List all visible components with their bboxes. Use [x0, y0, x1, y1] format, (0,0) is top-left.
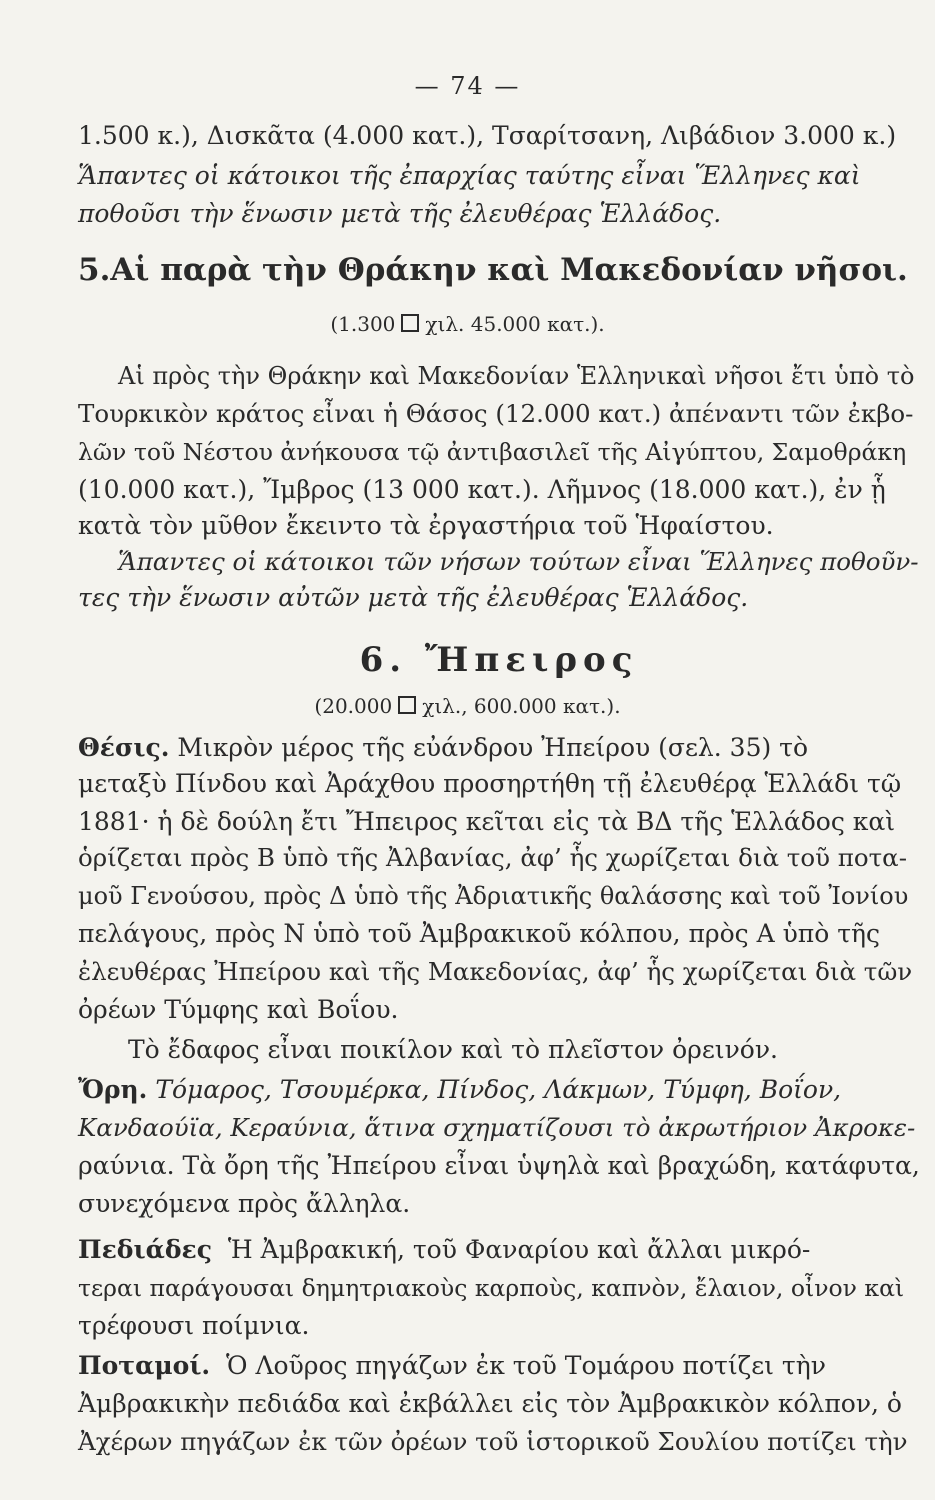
- s5-line-3: λῶν τοῦ Νέστου ἀνήκουσα τῷ ἀντιβασιλεῖ τῆς Αἰγύπτου, Σαμοθράκη: [78, 438, 907, 466]
- thesis-line-3: 1881· ἡ δὲ δούλη ἔτι Ἤπειρος κεῖται εἰς τὰ ΒΔ τῆς Ἑλλάδος καὶ: [78, 807, 896, 836]
- thesis-line-2: μεταξὺ Πίνδου καὶ Ἀράχθου προσηρτήθη τῇ ἐλευθέρᾳ Ἑλλάδι τῷ: [78, 769, 902, 798]
- ped-label: Πεδιάδες: [78, 1235, 212, 1264]
- ped-line-3: τρέφουσι ποίμνια.: [78, 1311, 310, 1340]
- thesis-line-8: ὀρέων Τύμφης καὶ Βοΐου.: [78, 995, 399, 1024]
- thesis-label: Θέσις.: [78, 733, 170, 762]
- s5-line-6: Ἅπαντες οἱ κάτοικοι τῶν νήσων τούτων εἶναι Ἕλληνες ποθοῦν-: [118, 547, 919, 576]
- ori-line-4: συνεχόμενα πρὸς ἄλληλα.: [78, 1189, 411, 1218]
- section-6-area-pre: (20.000: [314, 694, 393, 718]
- section-6-area-post: χιλ., 600.000 κατ.).: [422, 694, 621, 718]
- page-number: — 74 —: [414, 72, 521, 100]
- section-5-area-pre: (1.300: [330, 312, 396, 336]
- ori-label: Ὄρη.: [78, 1075, 148, 1104]
- section-6-area: [0, 694, 935, 718]
- top-line-3: ποθοῦσι τὴν ἕνωσιν μετὰ τῆς ἐλευθέρας Ἑλλάδος.: [78, 199, 722, 228]
- top-line-1: 1.500 κ.), Δισκᾶτα (4.000 κατ.), Τσαρίτσανη, Λιβάδιον 3.000 κ.): [78, 121, 897, 150]
- s5-line-7: τες τὴν ἕνωσιν αὐτῶν μετὰ τῆς ἐλευθέρας Ἑλλάδος.: [78, 583, 749, 612]
- s5-line-1: Αἱ πρὸς τὴν Θράκην καὶ Μακεδονίαν Ἑλληνικαὶ νῆσοι ἔτι ὑπὸ τὸ: [118, 362, 915, 390]
- section-5-title: 5.Αἱ παρὰ τὴν Θράκην καὶ Μακεδονίαν νῆσοι.: [78, 252, 908, 288]
- s5-line-4: (10.000 κατ.), Ἴμβρος (13 000 κατ.). Λῆμνος (18.000 κατ.), ἐν ᾗ: [78, 475, 886, 504]
- top-line-2: Ἅπαντες οἱ κάτοικοι τῆς ἐπαρχίας ταύτης εἶναι Ἕλληνες καὶ: [78, 161, 861, 190]
- thesis-line-9: Τὸ ἔδαφος εἶναι ποικίλον καὶ τὸ πλεῖστον ὀρεινόν.: [128, 1035, 778, 1064]
- s5-line-2: Τουρκικὸν κράτος εἶναι ἡ Θάσος (12.000 κατ.) ἀπέναντι τῶν ἐκβο-: [78, 399, 914, 428]
- ped-line-2: τεραι παράγουσαι δημητριακοὺς καρποὺς, καπνὸν, ἔλαιον, οἶνον καὶ: [78, 1274, 905, 1302]
- square-km-icon: [398, 696, 416, 714]
- thesis-line-1: Θέσις. Μικρὸν μέρος τῆς εὐάνδρου Ἠπείρου (σελ. 35) τὸ: [78, 733, 809, 762]
- section-5-area-post: χιλ. 45.000 κατ.).: [425, 312, 605, 336]
- pot-line-2: Ἀμβρακικὴν πεδιάδα καὶ ἐκβάλλει εἰς τὸν Ἀμβρακικὸν κόλπον, ὁ: [78, 1389, 902, 1418]
- square-km-icon: [401, 314, 419, 332]
- thesis-line-4: ὁρίζεται πρὸς Β ὑπὸ τῆς Ἀλβανίας, ἀφ’ ἧς χωρίζεται διὰ τοῦ ποτα-: [78, 843, 907, 872]
- ped-line-1: Πεδιάδες Ἡ Ἀμβρακική, τοῦ Φαναρίου καὶ ἄλλαι μικρό-: [78, 1235, 811, 1264]
- thesis-line-7: ἐλευθέρας Ἠπείρου καὶ τῆς Μακεδονίας, ἀφ’ ἧς χωρίζεται διὰ τῶν: [78, 957, 913, 986]
- ori-line-3: ραύνια. Τὰ ὄρη τῆς Ἠπείρου εἶναι ὑψηλὰ καὶ βραχώδη, κατάφυτα,: [78, 1151, 920, 1180]
- ori-line-2: Κανδαούϊα, Κεραύνια, ἅτινα σχηματίζουσι τὸ ἀκρωτήριον Ἀκροκε-: [78, 1113, 916, 1142]
- thesis-line-5: μοῦ Γενούσου, πρὸς Δ ὑπὸ τῆς Ἀδριατικῆς θαλάσσης καὶ τοῦ Ἰονίου: [78, 882, 909, 910]
- section-5-area: [0, 312, 935, 336]
- section-6-title: 6. Ἤπειρος: [359, 640, 639, 680]
- ori-line-1: Ὄρη. Τόμαρος, Τσουμέρκα, Πίνδος, Λάκμων, Τύμφη, Βοΐον,: [78, 1075, 842, 1104]
- pot-label: Ποταμοί.: [78, 1351, 211, 1380]
- thesis-line-6: πελάγους, πρὸς Ν ὑπὸ τοῦ Ἀμβρακικοῦ κόλπου, πρὸς Α ὑπὸ τῆς: [78, 919, 881, 948]
- s5-line-5: κατὰ τὸν μῦθον ἔκειντο τὰ ἐργαστήρια τοῦ Ἡφαίστου.: [78, 511, 774, 540]
- pot-line-3: Ἀχέρων πηγάζων ἐκ τῶν ὀρέων τοῦ ἱστορικοῦ Σουλίου ποτίζει τὴν: [78, 1427, 908, 1456]
- pot-line-1: Ποταμοί. Ὁ Λοῦρος πηγάζων ἐκ τοῦ Τομάρου ποτίζει τὴν: [78, 1351, 826, 1380]
